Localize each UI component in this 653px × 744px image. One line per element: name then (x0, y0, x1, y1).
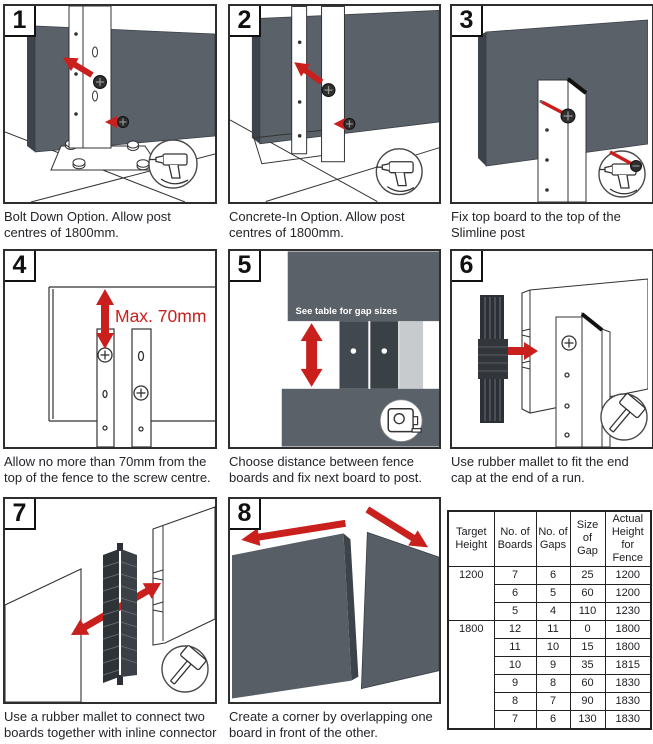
table-cell: 6 (494, 584, 536, 602)
inline-connector (103, 543, 137, 685)
table-cell: 8 (536, 674, 570, 692)
table-cell: 1830 (605, 710, 651, 729)
max-dimension-label: Max. 70mm (115, 306, 207, 326)
step-2-illustration (230, 6, 439, 202)
screw (631, 161, 642, 172)
step-number-badge: 2 (228, 4, 261, 37)
step-4-illustration (5, 251, 215, 447)
table-cell: 9 (494, 674, 536, 692)
table-cell: 7 (494, 566, 536, 584)
step-panel-2 (228, 4, 441, 242)
post-front-strip (292, 6, 307, 153)
left-board (5, 569, 81, 702)
table-cell: 7 (536, 692, 570, 710)
table-cell: 1830 (605, 674, 651, 692)
column-header: No. of Boards (494, 511, 536, 566)
step-caption: Use rubber mallet to fit the end cap at the end of a run. (451, 454, 629, 486)
step-number-badge: 6 (450, 249, 483, 282)
table-cell: 25 (570, 566, 605, 584)
table-cell: 1830 (605, 692, 651, 710)
table-cell: 130 (570, 710, 605, 729)
step-caption: Concrete-In Option. Allow post centres of 1800mm. (229, 209, 405, 241)
step-panel-8 (228, 497, 441, 742)
table-cell: 1800 (605, 620, 651, 638)
post-fold (582, 313, 602, 447)
right-board (361, 532, 439, 688)
table-cell: 12 (494, 620, 536, 638)
post-strip (132, 329, 151, 447)
table-cell: 60 (570, 584, 605, 602)
step-number-badge: 3 (450, 4, 483, 37)
step-caption: Bolt Down Option. Allow post centres of 1800mm. (4, 209, 171, 241)
step-number-badge: 4 (3, 249, 36, 282)
end-cap (478, 295, 508, 423)
table-cell: 15 (570, 638, 605, 656)
fence-board-edge (478, 32, 486, 166)
screw-hole (351, 348, 357, 354)
screw (322, 84, 335, 97)
step-caption: Allow no more than 70mm from the top of the fence to the screw centre. (4, 454, 211, 486)
screw (118, 117, 129, 128)
screw (561, 109, 575, 123)
table-cell: 60 (570, 674, 605, 692)
screw (344, 118, 355, 129)
step-caption: Create a corner by overlapping one board in front of the other. (229, 709, 433, 741)
tape-measure-icon (380, 400, 422, 442)
table-cell: 9 (536, 656, 570, 674)
table-cell: 1800 (605, 638, 651, 656)
step-number-badge: 1 (3, 4, 36, 37)
step-panel-5 (228, 249, 441, 487)
table-cell: 10 (536, 638, 570, 656)
table-cell: 5 (536, 584, 570, 602)
drill-icon (376, 149, 422, 195)
fence-board-edge (252, 18, 260, 143)
step-panel-3 (450, 4, 650, 242)
table-cell: 1230 (605, 602, 651, 620)
step-number-badge: 8 (228, 497, 261, 530)
table-cell: 1815 (605, 656, 651, 674)
target-height-cell: 1200 (448, 566, 494, 620)
table-cell: 11 (536, 620, 570, 638)
column-header: Size of Gap (570, 511, 605, 566)
table-cell: 1200 (605, 584, 651, 602)
mallet-icon (601, 393, 647, 440)
step-number-badge: 5 (228, 249, 261, 282)
target-height-cell: 1800 (448, 620, 494, 729)
step-5-illustration (230, 251, 439, 447)
column-header: No. of Gaps (536, 511, 570, 566)
gap-note-label: See table for gap sizes (295, 306, 398, 318)
table-cell: 5 (494, 602, 536, 620)
mallet-icon (162, 645, 208, 692)
post-strip (339, 321, 368, 389)
post-front-strip (69, 6, 83, 148)
table-cell: 11 (494, 638, 536, 656)
post-flange (568, 78, 586, 202)
fence-height-table (447, 510, 652, 730)
left-board (232, 533, 351, 698)
post-body (538, 80, 568, 202)
table-cell: 10 (494, 656, 536, 674)
table-cell: 0 (570, 620, 605, 638)
step-caption: Fix top board to the top of the Slimline post (451, 209, 621, 241)
screw (94, 76, 107, 89)
post-strip (370, 321, 398, 389)
column-header: Actual Height for Fence (605, 511, 651, 566)
step-panel-7 (3, 497, 217, 742)
table-cell: 6 (536, 566, 570, 584)
step-panel-4 (3, 249, 217, 487)
step-1-illustration (5, 6, 215, 202)
fence-board (35, 26, 215, 152)
step-caption: Choose distance between fence boards and fix next board to post. (229, 454, 422, 486)
fence-board-edge (27, 26, 35, 152)
drill-icon (149, 140, 197, 188)
table-cell: 110 (570, 602, 605, 620)
table-cell: 6 (536, 710, 570, 729)
right-board (153, 507, 215, 645)
step-panel-1 (3, 4, 217, 242)
table-row (448, 620, 651, 638)
table-cell: 35 (570, 656, 605, 674)
step-caption: Use a rubber mallet to connect two boards together with inline connector (4, 709, 217, 741)
red-arrow (301, 323, 323, 387)
table-cell: 90 (570, 692, 605, 710)
table-cell: 4 (536, 602, 570, 620)
post-light-strip (399, 321, 423, 389)
step-7-illustration (5, 499, 215, 702)
table-row (448, 566, 651, 584)
step-number-badge: 7 (3, 497, 36, 530)
step-panel-6 (450, 249, 650, 487)
screw-hole (381, 348, 387, 354)
table-cell: 1200 (605, 566, 651, 584)
table-cell: 8 (494, 692, 536, 710)
step-8-illustration (230, 499, 439, 702)
column-header: Target Height (448, 511, 494, 566)
table-cell: 7 (494, 710, 536, 729)
